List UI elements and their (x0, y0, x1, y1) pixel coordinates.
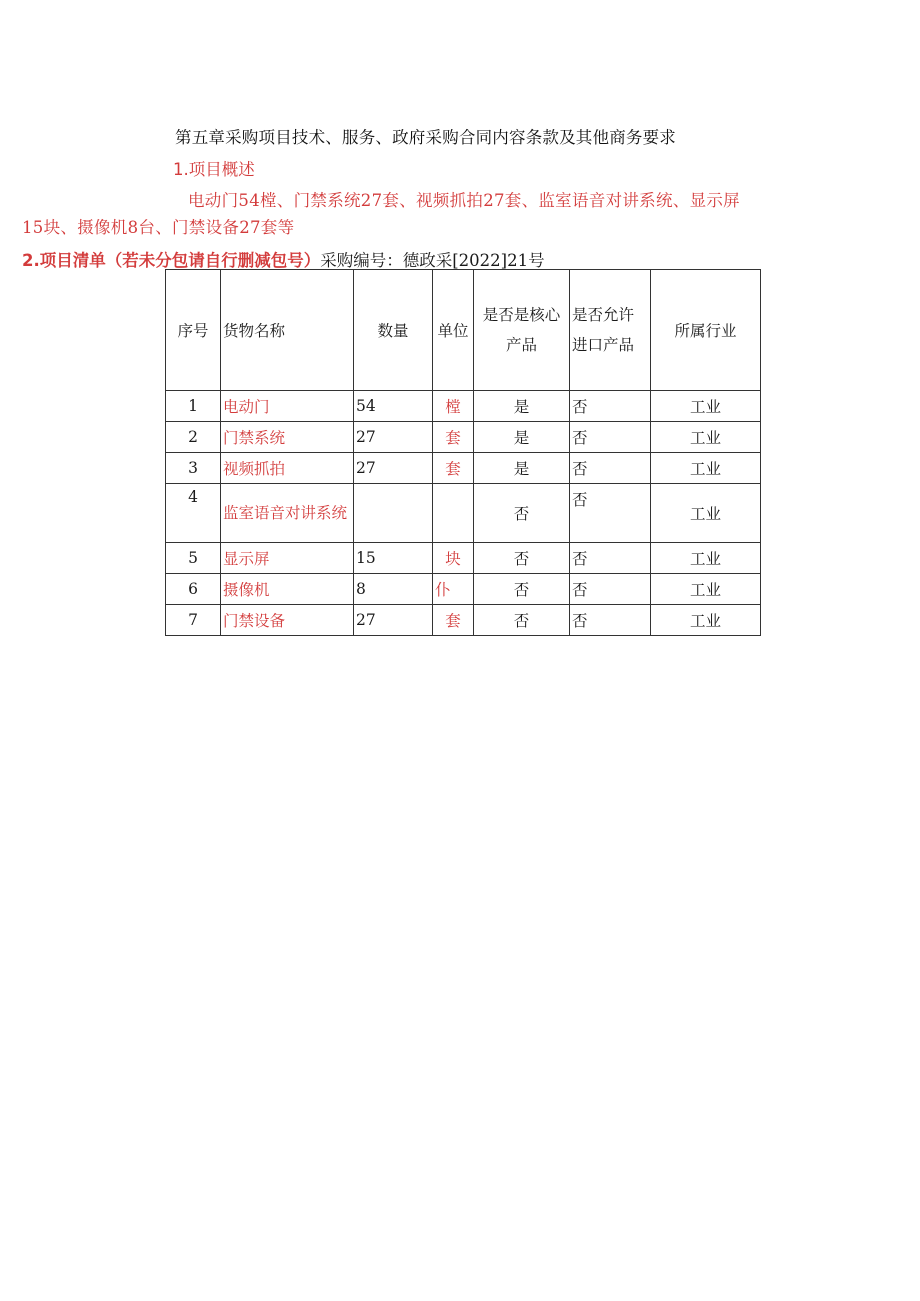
row-import: 否 (570, 391, 651, 422)
header-qty: 数量 (354, 270, 433, 391)
procurement-code: 采购编号：德政采[2022]21号 (320, 251, 545, 270)
row-import: 否 (570, 453, 651, 484)
row-qty: 54 (354, 391, 433, 422)
goods-table (165, 269, 761, 636)
header-core: 是否是核心产品 (474, 270, 570, 391)
row-no: 5 (166, 543, 221, 574)
table-header-row (166, 270, 761, 391)
row-qty: 27 (354, 422, 433, 453)
chapter-title: 第五章采购项目技术、服务、政府采购合同内容条款及其他商务要求 (175, 128, 676, 147)
row-qty: 8 (354, 574, 433, 605)
row-core: 是 (474, 391, 570, 422)
section2-heading (22, 247, 545, 271)
row-qty (354, 484, 433, 543)
row-core: 否 (474, 574, 570, 605)
row-no: 1 (166, 391, 221, 422)
row-no: 3 (166, 453, 221, 484)
table-row (166, 574, 761, 605)
row-core: 否 (474, 605, 570, 636)
row-qty: 27 (354, 453, 433, 484)
row-import: 否 (570, 543, 651, 574)
row-name: 门禁设备 (221, 605, 354, 636)
row-core: 否 (474, 484, 570, 543)
row-no: 2 (166, 422, 221, 453)
row-unit (433, 484, 474, 543)
row-industry: 工业 (651, 484, 761, 543)
row-import: 否 (570, 605, 651, 636)
header-unit: 单位 (433, 270, 474, 391)
header-name: 货物名称 (221, 270, 354, 391)
header-import: 是否允许进口产品 (570, 270, 651, 391)
row-industry: 工业 (651, 543, 761, 574)
table-row (166, 543, 761, 574)
row-qty: 15 (354, 543, 433, 574)
header-no: 序号 (166, 270, 221, 391)
row-unit: 套 (433, 605, 474, 636)
row-unit: 套 (433, 422, 474, 453)
row-unit: 樘 (433, 391, 474, 422)
row-unit: 套 (433, 453, 474, 484)
row-import: 否 (570, 484, 651, 543)
row-industry: 工业 (651, 453, 761, 484)
table-row (166, 453, 761, 484)
row-unit: 块 (433, 543, 474, 574)
row-core: 是 (474, 422, 570, 453)
header-industry: 所属行业 (651, 270, 761, 391)
section1-title: 1.项目概述 (173, 160, 255, 179)
row-name: 门禁系统 (221, 422, 354, 453)
row-import: 否 (570, 422, 651, 453)
row-no: 6 (166, 574, 221, 605)
row-core: 否 (474, 543, 570, 574)
row-industry: 工业 (651, 422, 761, 453)
table-row (166, 422, 761, 453)
table-row (166, 484, 761, 543)
row-import: 否 (570, 574, 651, 605)
row-name: 显示屏 (221, 543, 354, 574)
row-core: 是 (474, 453, 570, 484)
row-no: 4 (166, 484, 221, 543)
row-name: 电动门 (221, 391, 354, 422)
table-row (166, 391, 761, 422)
section2-title: 2.项目清单（若未分包请自行删减包号） (22, 251, 321, 270)
row-name: 摄像机 (221, 574, 354, 605)
row-industry: 工业 (651, 574, 761, 605)
project-overview: 电动门54樘、门禁系统27套、视频抓拍27套、监室语音对讲系统、显示屏15块、摄像机8台、门禁设备27套等 (22, 191, 740, 237)
row-name: 视频抓拍 (221, 453, 354, 484)
row-industry: 工业 (651, 605, 761, 636)
row-no: 7 (166, 605, 221, 636)
row-qty: 27 (354, 605, 433, 636)
row-name: 监室语音对讲系统 (221, 484, 354, 543)
row-industry: 工业 (651, 391, 761, 422)
table-row (166, 605, 761, 636)
row-unit: 仆 (433, 574, 474, 605)
